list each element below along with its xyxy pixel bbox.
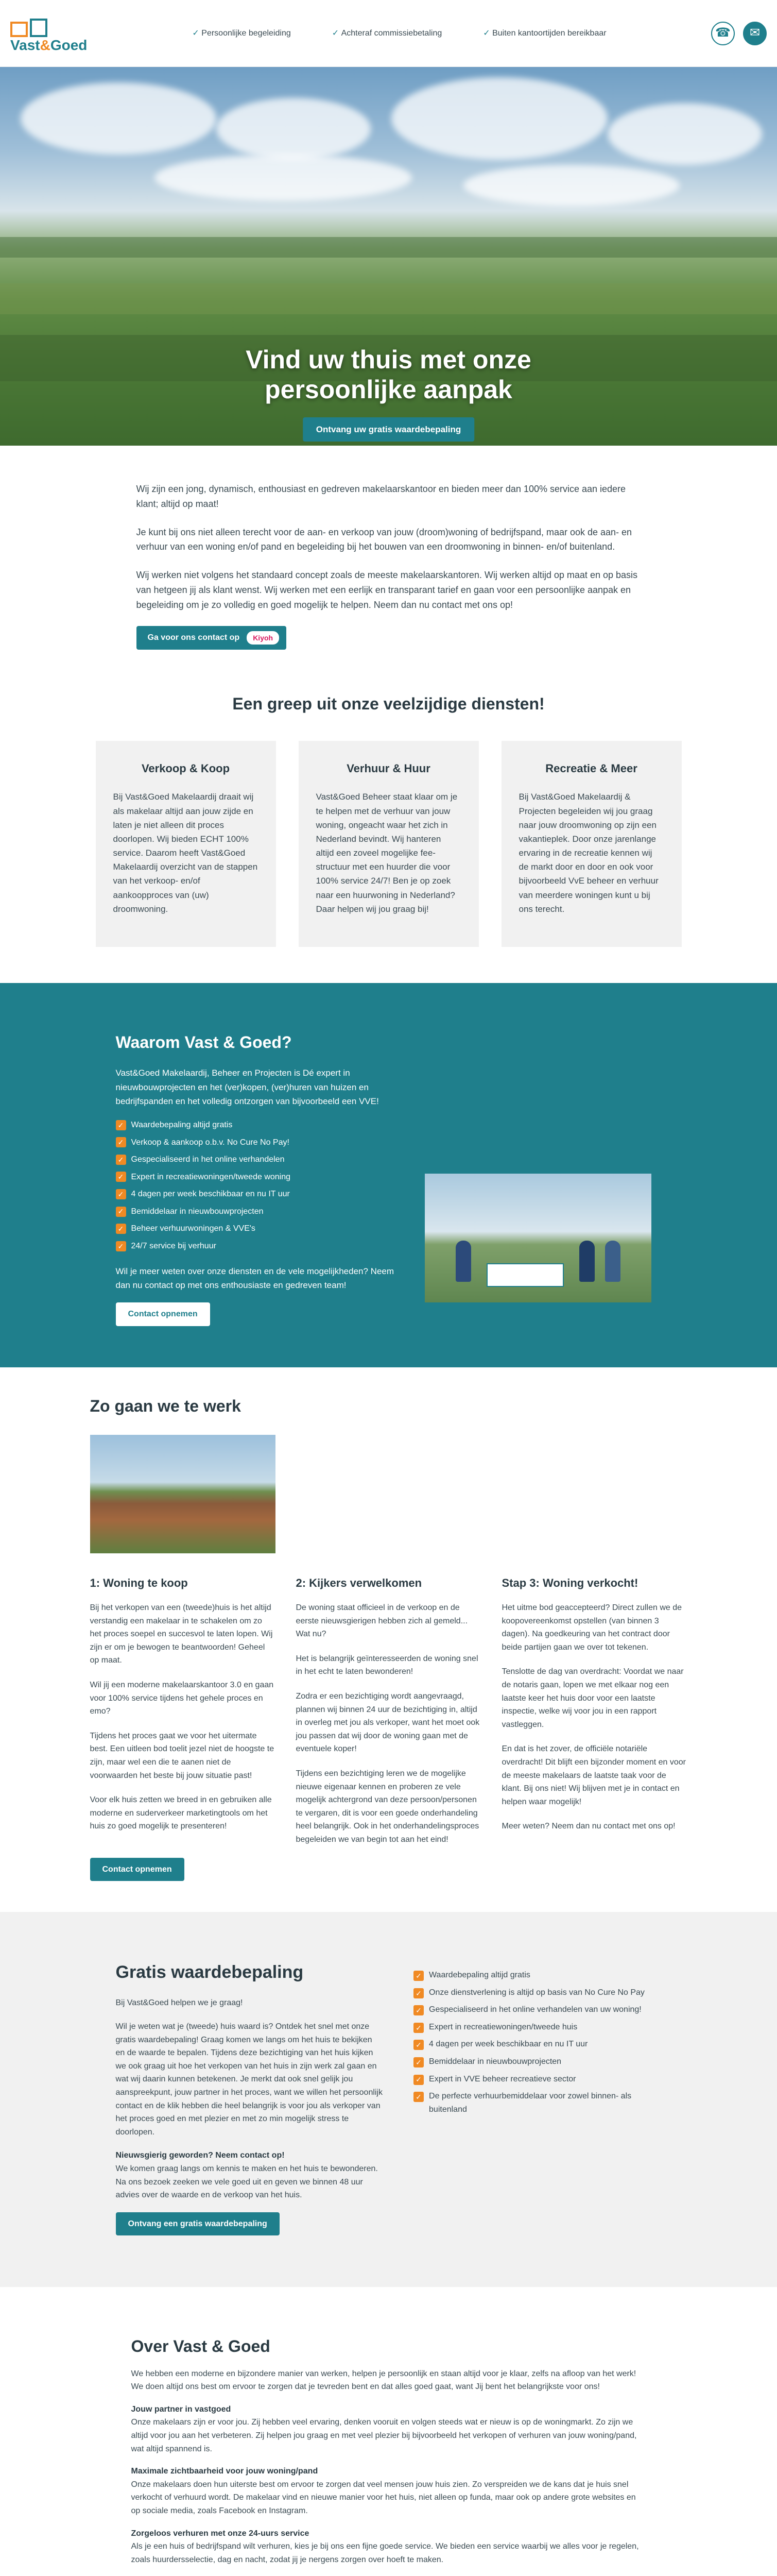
services-title: Een greep uit onze veelzijdige diensten! <box>232 694 545 713</box>
logo[interactable] <box>10 14 88 53</box>
list-item: ✓ Verkoop & aankoop o.b.v. No Cure No Pay! <box>116 1136 404 1149</box>
why-contact-button[interactable]: Contact opnemen <box>116 1302 210 1326</box>
check-icon: ✓ <box>116 1137 126 1147</box>
services-cards <box>0 741 777 947</box>
work-title: Zo gaan we te werk <box>90 1396 241 1415</box>
usp-item: ✓ Achteraf commissiebetaling <box>332 27 442 40</box>
list-item: ✓ Waardebepaling altijd gratis <box>413 1969 661 1982</box>
intro-paragraph: Wij werken niet volgens het standaard concept zoals de meeste makelaarskantoren. Wij werken altijd op maat en op basis van hetgeen jij als klant wenst. Wij werken met een eerlijk en transparant tarief en gaan voor een persoonlijke aanpak en begeleiding om je zo volledig en goed mogelijk te helpen. Neem dan nu contact met ons op! <box>136 570 638 610</box>
check-icon: ✓ <box>413 2092 424 2102</box>
contact-button[interactable]: Ga voor ons contact op Kiyoh <box>136 626 287 650</box>
usp-item: ✓ Buiten kantoortijden bereikbaar <box>483 27 606 40</box>
logo-houses-icon <box>10 14 47 37</box>
check-icon: ✓ <box>116 1155 126 1165</box>
work-section <box>0 1367 777 1912</box>
step-1: 1: Woning te koop Bij het verkopen van een (tweede)huis is het altijd verstandig een makelaar in te schakelen om zo het proces soepel en succesvol te laten lopen. Wij zijn er om je bewogen te beantwoorden! Geheel op maat. Wil jij een moderne makelaarskantoor 3.0 en gaan voor 100% service tijdens het gehele proces en emo? Tijdens het proces gaat we voor het uitermate best. Een uitleen bod toelit jezel niet de hoogste te zijn, maar wel een die te aanen niet de voorwaarden het beste bij jouw situatie past! Voor elk huis zetten we breed in en gebruiken alle moderne en suderverkeer marketingtools om het huis zo goed mogelijk te presenteren! <box>90 1576 274 1831</box>
intro-paragraph: Wij zijn een jong, dynamisch, enthousiast en gedreven makelaarskantoor en bieden meer dan 100% service aan iedere klant; altijd op maat! <box>136 484 626 509</box>
check-icon: ✓ <box>413 2057 424 2067</box>
valuation-list <box>413 1958 661 2235</box>
check-icon: ✓ <box>116 1207 126 1217</box>
check-icon: ✓ <box>413 2005 424 2015</box>
list-item: ✓ Gespecialiseerd in het online verhandelen <box>116 1153 404 1166</box>
usp-item: ✓ Persoonlijke begeleiding <box>192 27 290 40</box>
check-icon: ✓ <box>116 1241 126 1251</box>
check-icon: ✓ <box>116 1189 126 1199</box>
about-title: Over Vast & Goed <box>131 2337 270 2356</box>
list-item: ✓ Bemiddelaar in nieuwbouwprojecten <box>413 2055 661 2069</box>
check-icon: ✓ <box>413 2075 424 2085</box>
list-item: ✓ Waardebepaling altijd gratis <box>116 1118 404 1132</box>
logo-wordmark: Vast&Goed <box>10 37 88 53</box>
valuation-section: Gratis waardebepaling Bij Vast&Goed helpen we je graag! Wil je weten wat je (tweede) huis waard is? Ontdek het snel met onze gratis waardebepaling! Graag komen we langs om het huis te bekijken en de waarde te bepalen. Tijdens deze bezichtiging van het huis kijken we ook graag uit hoe het verkopen van het huis in zijn werk zal gaan en wat wij daarin kunnen betekenen. Je merkt dat ook snel gelijk jou aanspreekpunt, jouw partner in het proces, want we willen het persoonlijk contact en de klik hebben die heel belangrijk is voor jou als verkoper van het proces goed en met plezier en met zo min mogelijk stress te doorlopen. Nieuwsgierig geworden? Neem contact op! We komen graag langs om kennis te maken en het huis te bewonderen. Na ons bezoek zeeken we vele goed uit en geven we binnen 48 uur advies over de waarde en de verkoop van het huis. Ontvang een gratis waardebepaling ✓ Waardebepaling altijd gratis ✓ Onze dienstverlening is altijd op basis van No Cure No Pay ✓ Gespecialiseerd in het online verhandelen van uw woning! ✓ Expert in recreatiewoningen/tweede huis ✓ 4 dagen per week beschikbaar en nu IT uur ✓ Bemiddelaar in nieuwbouwprojecten ✓ Expert in VVE beheer recreatieve sector ✓ De perfecte verhuurbemiddelaar voor zowel binnen- als buitenland <box>0 1912 777 2287</box>
about-section: Over Vast & Goed We hebben een moderne en bijzondere manier van werken, helpen je persoonlijk en staan altijd voor je klaar, zelfs na afloop van het werk! We doen altijd ons best om ervoor te zorgen dat je tevreden bent en dat alles goed gaat, want Jij bent het belangrijkste voor ons! Jouw partner in vastgoed Onze makelaars zijn er voor jou. Zij hebben veel ervaring, denken vooruit en volgen steeds wat er nieuw is op de woningmarkt. Zo zijn we altijd voor jou aan het verbeteren. Zij helpen jou graag en met veel plezier bij bijvoorbeeld het verkopen of verhuren van jouw woning/pand, wat altijd spannend is. Maximale zichtbaarheid voor jouw woning/pand Onze makelaars doen hun uiterste best om ervoor te zorgen dat veel mensen jouw huis zien. Zo verspreiden we de kans dat je huis snel verkocht of verhuurd wordt. De makelaar vind en nieuwe manier voor het huis, niet alleen op funda, maar ook op andere grote websites en op sociale media, zoals Facebook en Instagram. Zorgeloos verhuren met onze 24-uurs service Als je een huis of bedrijfspand wilt verhuren, kies je bij ons een fijne goede service. We bieden een service waarbij we alles voor je regelen, zoals huurdersselectie, dag en nacht, zodat jij je nergens zorgen over hoeft te maken. <box>0 2287 777 2576</box>
why-section <box>0 983 777 1367</box>
why-title: Waarom Vast & Goed? <box>115 1033 292 1052</box>
list-item: ✓ Onze dienstverlening is altijd op basis van No Cure No Pay <box>413 1986 661 1999</box>
why-intro: Vast&Goed Makelaardij, Beheer en Projecten is Dé expert in nieuwbouwprojecten en het (ver)kopen, (ver)huren van huizen en bedrijfspanden en het volledig ontzorgen van bijvoorbeeld een VVE! <box>115 1068 379 1106</box>
list-item: ✓ 4 dagen per week beschikbaar en nu IT uur <box>413 2038 661 2051</box>
valuation-button[interactable]: Ontvang een gratis waardebepaling <box>116 2212 280 2236</box>
hero-valuation-button[interactable]: Ontvang uw gratis waardebepaling <box>303 417 475 442</box>
service-card-recreation[interactable]: Recreatie & Meer Bij Vast&Goed Makelaardij & Projecten begeleiden wij jou graag naar jouw droomwoning op zijn een vakantieplek. Door onze jarenlange ervaring in de recreatie kennen wij de markt door en door en ook voor bijvoorbeeld VvE beheer en verhuur van meerdere woningen kunt u bij ons terecht. <box>502 741 682 947</box>
step-2: 2: Kijkers verwelkomen De woning staat officieel in de verkoop en de eerste nieuwsgierigen hebben zich al gemeld... Wat nu? Het is belangrijk geïnteresseerden de woning snel in het echt te laten bewonderen! Zodra er een bezichtiging wordt aangevraagd, plannen wij binnen 24 uur de bezichtiging in, altijd in overleg met jou als verkoper, want het moet ook jou passen dat wij door de woning gaan met de eventuele koper! Tijdens een bezichtiging leren we de mogelijke nieuwe eigenaar kennen en proberen ze vele mogelijk achtergrond van deze persoon/personen te vergaren, dit is voor een goede onderhandeling heel belangrijk. Ook in het onderhandelingsproces begeleiden we van begin tot aan het eind! <box>296 1576 480 1844</box>
work-contact-button[interactable]: Contact opnemen <box>90 1858 184 1882</box>
step-3: Stap 3: Woning verkocht! Het uitme bod geaccepteerd? Direct zullen we de koopovereenkomst opstellen (van binnen 3 dagen). Na goedkeuring van het contract door beide partijen gaan we over tot tekenen. Tenslotte de dag van overdracht: Voordat we naar de notaris gaan, lopen we met elkaar nog een laatste keer het huis door voor een laatste inspectie, welke wij voor jou in een rapport vastleggen. En dat is het zover, de officiële notariële overdracht! Dit blijft een bijzonder moment en voor de meeste makelaars de laatste taak voor de klant. Bij ons niet! Wij blijven met je in contact en helpen waar mogelijk! Meer weten? Neem dan nu contact met ons op! <box>502 1576 686 1831</box>
service-card-rent[interactable]: Verhuur & Huur Vast&Goed Beheer staat klaar om je te helpen met de verhuur van jouw woning, ongeacht waar het zich in Nederland bevindt. Wij hanteren altijd een zoveel mogelijke fee-structuur met een huurder die voor 100% service 24/7! Ben je op zoek naar een huurwoning in Nederland? Daar helpen wij jou graag bij! <box>299 741 479 947</box>
check-icon: ✓ <box>413 2023 424 2033</box>
check-icon: ✓ <box>413 2040 424 2050</box>
team-photo <box>425 1174 651 1302</box>
list-item: ✓ 4 dagen per week beschikbaar en nu IT uur <box>116 1188 404 1201</box>
intro-paragraph: Je kunt bij ons niet alleen terecht voor de aan- en verkoop van jouw (droom)woning of bedrijfspand, maar ook de aan- en verhuur van een woning en/of pand en begeleiding bij het bouwen van een droomwoning in binnen- en/of buitenland. <box>136 527 632 552</box>
list-item: ✓ Beheer verhuurwoningen & VVE's <box>116 1222 404 1235</box>
check-icon: ✓ <box>116 1224 126 1234</box>
hero-banner <box>0 67 777 446</box>
list-item: ✓ Expert in VVE beheer recreatieve sector <box>413 2073 661 2086</box>
check-icon: ✓ <box>116 1172 126 1182</box>
usp-bar <box>88 27 711 40</box>
hero-title: Vind uw thuis met onze persoonlijke aanpak <box>246 345 531 404</box>
service-card-sale[interactable]: Verkoop & Koop Bij Vast&Goed Makelaardij draait wij als makelaar altijd aan jouw zijde en laten je niet alleen dit proces doorlopen. Wij bieden ECHT 100% service. Daarom heeft Vast&Goed Makelaardij overzicht van de stappen van het verkoop- en/of aankoopproces van (uw) droomwoning. <box>96 741 276 947</box>
list-item: ✓ Gespecialiseerd in het online verhandelen van uw woning! <box>413 2003 661 2016</box>
list-item: ✓ Bemiddelaar in nieuwbouwprojecten <box>116 1205 404 1218</box>
mail-icon[interactable]: ✉ <box>743 22 767 45</box>
check-icon: ✓ <box>116 1120 126 1130</box>
house-photo <box>90 1435 275 1553</box>
site-header <box>0 0 777 67</box>
intro-section <box>0 446 777 670</box>
check-icon: ✓ <box>413 1988 424 1998</box>
list-item: ✓ 24/7 service bij verhuur <box>116 1240 404 1253</box>
why-list <box>116 1118 404 1253</box>
list-item: ✓ Expert in recreatiewoningen/tweede woning <box>116 1171 404 1184</box>
kiyoh-rating-badge: Kiyoh <box>247 631 279 645</box>
list-item: ✓ Expert in recreatiewoningen/tweede huis <box>413 2021 661 2034</box>
why-outro: Wil je meer weten over onze diensten en de vele mogelijkheden? Neem dan nu contact op met ons enthousiaste en gedreven team! <box>115 1266 394 1290</box>
phone-icon[interactable]: ☎ <box>711 22 735 45</box>
valuation-title: Gratis waardebepaling <box>115 1962 304 1982</box>
check-icon: ✓ <box>413 1971 424 1981</box>
list-item: ✓ De perfecte verhuurbemiddelaar voor zowel binnen- als buitenland <box>413 2090 661 2116</box>
